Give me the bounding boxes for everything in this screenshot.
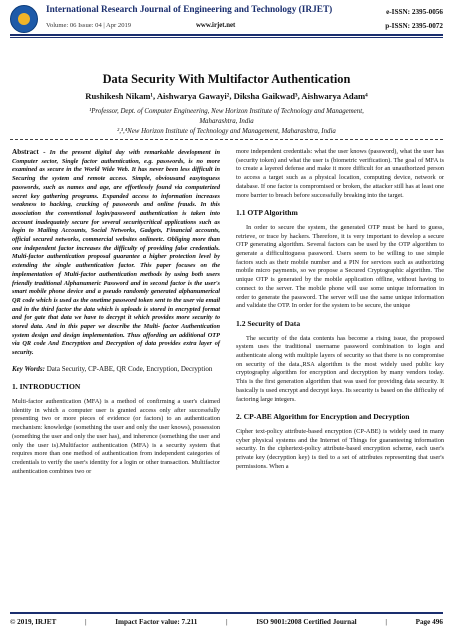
footer-impact-factor: Impact Factor value: 7.211 bbox=[115, 618, 198, 626]
journal-name: International Research Journal of Engineering and Technology (IRJET) bbox=[46, 5, 333, 15]
paper-authors: Rushikesh Nikam¹, Aishwarya Gawayi², Diksha Gaikwad³, Aishwarya Adam⁴ bbox=[85, 91, 368, 101]
section-heading-introduction: 1. INTRODUCTION bbox=[12, 382, 81, 392]
footer-separator: | bbox=[84, 618, 87, 626]
footer-separator: | bbox=[385, 618, 387, 626]
footer-separator: | bbox=[226, 618, 228, 626]
introduction-continued: more independent credentials: what the user knows (password), what the user has (security token) and what the user is (biometric verification). The goal of MFA is to create a layered defense and make it more difficult for an unauthorized person to access a target such as a physical location, computing device, network or database. If one factor is compromised or broken, the attacker still has at least one more barrier to breach before successfully breaking into the target. bbox=[236, 148, 444, 199]
p-issn: p-ISSN: 2395-0072 bbox=[385, 22, 443, 30]
footer-copyright: © 2019, IRJET bbox=[10, 618, 57, 626]
paper-title: Data Security With Multifactor Authentication bbox=[102, 72, 351, 86]
footer-rule bbox=[10, 612, 443, 614]
abstract-text: In the present digital day with remarkable development in Computer sector, Single factor authentication, e.g. passwords, is no more examined as secure in the World Wide Web. It has never been less difficult in Securing the system and remote access. Simple, obviousand easytoguess passwords, such as names and age, are effortlessly found via computerized secret key gathering programs. Expanded access to information increases weakness to hacking, cracking of passwords and online frauds. In this association the conventional login/password authentication is taken into account inadequately secure for several securitycritical applications such as login to Mailing Accounts, Social Networks, Gadgets, Financial accounts, official secured networks, commercial websites onlineetc. Obliging more than one independent factor increases the difficulty of providing false credentials. Multi-factor authentication proposal guarantee a higher protection level by extending the single authentication factor. This paper focuses on the implementation of Multi-factor authentication methods by using both users friendly traditional Alphanumeric Password and in second factor is the user's smart mobile phone device and a pseudo randomly generated alphanumerical QR code which is used as the onetime password token sent to the user via email and in the third factor the data which is uploads is stored in encrypted format and for gate that data we have to decrypt it which provides more security to stored data. And in this paper we describe the Multi- factor Authentication system design and design implementation. Thus affording an additional OTP via QR code And Encryption and Decryption of data provides extra layer of security. bbox=[12, 149, 220, 357]
keywords bbox=[12, 365, 220, 375]
affiliation-line-3: ²,³,⁴New Horizon Institute of Technology and Management, Maharashtra, India bbox=[117, 128, 336, 135]
section-heading-security: 1.2 Security of Data bbox=[236, 318, 301, 328]
header-rule bbox=[10, 34, 443, 36]
footer-iso: ISO 9001:2008 Certified Journal bbox=[256, 618, 357, 626]
keywords-label: Key Words: bbox=[12, 364, 45, 373]
abstract-label: Abstract - bbox=[12, 148, 46, 156]
journal-logo-icon bbox=[10, 5, 38, 33]
affiliation-line-1: ¹Professor, Dept. of Computer Engineering, New Horizon Institute of Technology and Management, bbox=[89, 108, 364, 115]
cpabe-text: Cipher text-policy attribute-based encryption (CP-ABE) is widely used in many cyber physical systems and the Internet of Things for guaranteeing information security. In the ciphertext-policy attribute-based encryption scheme, each user's private key (decryption key) is tied to a set of attributes representing that user's permissions. When a bbox=[236, 427, 444, 470]
page-footer bbox=[10, 618, 443, 626]
right-column bbox=[236, 148, 444, 472]
security-text: The security of the data contents has become a rising issue, the proposed system uses the traditional username password combination to login and authenticate along with multiple layers of security so that there is no compromise on security of the data.,RSA algorithm is the most widely used public key cryptography algorithm for encryption and decryption by many vendors today. This is the first generation algorithm that was used for providing data security. It basically is used encrypt and decrypt keys. Its security is based on the difficulty of factoring large integers. bbox=[236, 334, 444, 403]
header-rule-thin bbox=[10, 37, 443, 38]
abstract bbox=[12, 148, 220, 358]
section-heading-cpabe: 2. CP-ABE Algorithm for Encryption and Decryption bbox=[236, 412, 410, 422]
footer-page-number: Page 496 bbox=[415, 618, 443, 626]
journal-website-link[interactable]: www.irjet.net bbox=[196, 22, 236, 29]
introduction-text: Multi-factor authentication (MFA) is a method of confirming a user's claimed identity in which a computer user is granted access only after successfully presenting two or more pieces of evidence (or factors) to an authentication mechanism: knowledge (something the user and only the user knows), possession (something the user and only the user has), and inherence (something the user and only the user is).Multifactor authentication (MFA) is a security system that requires more than one method of authentication from independent categories of credentials to verify the user's identity for a login or other transaction. Multifactor authentication combines two or bbox=[12, 398, 220, 475]
title-separator bbox=[10, 139, 443, 140]
otp-text: In order to secure the system, the generated OTP must be hard to guess, retrieve, or trace by hackers. Therefore, it is very important to develop a secure OTP generating algorithm. Several factors can be used by the OTP algorithm to generate a difficulttoguess password. Users seem to be willing to use simple factors such as their mobile number and a PIN for services such as authorizing mobile micro payments, so we propose a Secured Cryptographic algorithm. The unique OTP is generated by the mobile application offline, without having to connect to the server. The mobile phone will use some unique information in order to generate the password. The server will use the same unique information and validate the OTP. In order for the system to be secure, the unique bbox=[236, 223, 444, 310]
affiliation-line-2: Maharashtra, India bbox=[199, 118, 254, 125]
keywords-text: Data Security, CP-ABE, QR Code, Encryption, Decryption bbox=[46, 364, 213, 373]
left-column bbox=[12, 148, 220, 476]
volume-issue: Volume: 06 Issue: 04 | Apr 2019 bbox=[46, 22, 132, 29]
e-issn: e-ISSN: 2395-0056 bbox=[386, 8, 443, 16]
section-heading-otp: 1.1 OTP Algorithm bbox=[236, 208, 298, 218]
